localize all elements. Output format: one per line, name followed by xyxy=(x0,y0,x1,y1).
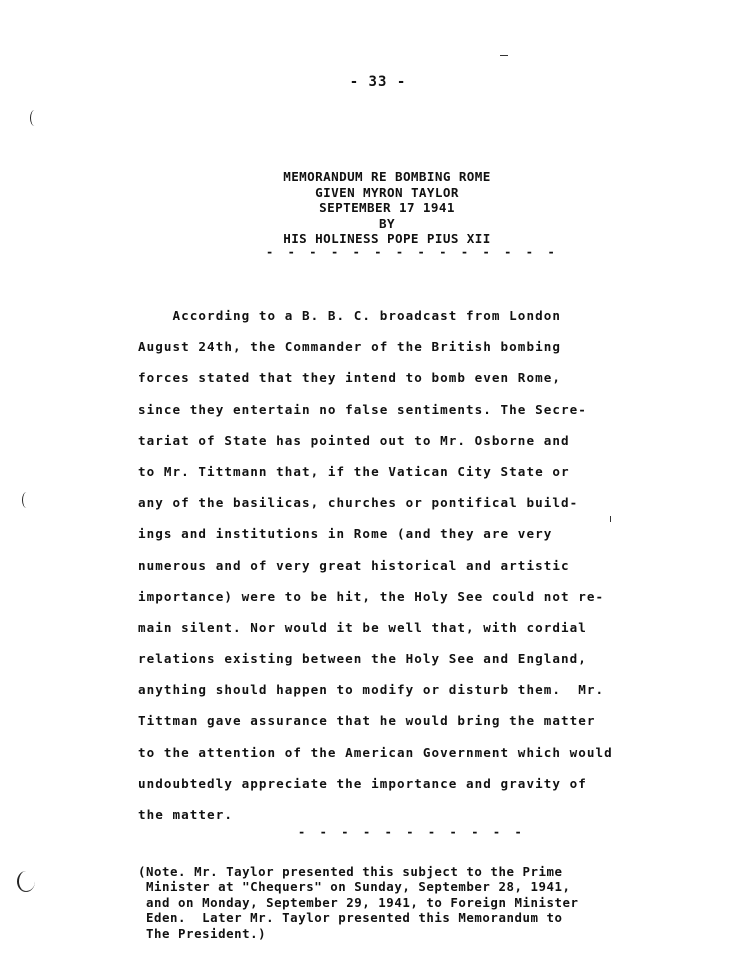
body-line: main silent. Nor would it be well that, with cordial xyxy=(138,619,587,635)
body-line: Tittman gave assurance that he would bring the matter xyxy=(138,713,596,729)
body-line: since they entertain no false sentiments. The Secre- xyxy=(138,401,587,417)
punch-hole-mark xyxy=(17,871,35,892)
end-divider: - - - - - - - - - - - xyxy=(298,825,526,839)
body-line: According to a B. B. C. broadcast from London xyxy=(138,308,561,323)
title-line: HIS HOLINESS POPE PIUS XII xyxy=(283,231,491,246)
body-line: ings and institutions in Rome (and they are very xyxy=(138,526,553,542)
note-line: Minister at "Chequers" on Sunday, September 28, 1941, xyxy=(138,879,571,895)
body-line: undoubtedly appreciate the importance and gravity of xyxy=(138,775,587,791)
title-line: MEMORANDUM RE BOMBING ROME xyxy=(283,169,491,184)
body-line: forces stated that they intend to bomb even Rome, xyxy=(138,370,561,386)
body-line: numerous and of very great historical and artistic xyxy=(138,557,570,573)
page-number: - 33 - xyxy=(349,74,407,90)
body-line: importance) were to be hit, the Holy See could not re- xyxy=(138,588,605,604)
body-line: relations existing between the Holy See and England, xyxy=(138,651,587,667)
title-line: SEPTEMBER 17 1941 xyxy=(319,200,455,215)
note-line: The President.) xyxy=(138,925,267,941)
body-line: to the attention of the American Government which would xyxy=(138,744,613,760)
body-line: August 24th, the Commander of the British bombing xyxy=(138,339,561,355)
note-paragraph xyxy=(138,864,658,941)
body-line: anything should happen to modify or disturb them. Mr. xyxy=(138,682,605,698)
body-line: the matter. xyxy=(138,807,233,822)
punch-hole-mark xyxy=(22,492,31,508)
punch-hole-mark xyxy=(30,110,39,126)
body-line: tariat of State has pointed out to Mr. Osborne and xyxy=(138,432,570,448)
title-line: GIVEN MYRON TAYLOR xyxy=(315,184,459,200)
note-line: Eden. Later Mr. Taylor presented this Memorandum to xyxy=(138,910,563,926)
memorandum-body xyxy=(138,306,658,836)
title-divider: - - - - - - - - - - - - - - xyxy=(266,245,559,259)
note-line: and on Monday, September 29, 1941, to Foreign Minister xyxy=(138,894,579,910)
scan-speck xyxy=(500,55,508,56)
memorandum-title xyxy=(262,169,512,247)
body-line: any of the basilicas, churches or pontifical build- xyxy=(138,495,579,511)
body-line: to Mr. Tittmann that, if the Vatican City State or xyxy=(138,463,570,479)
title-line: BY xyxy=(379,215,395,231)
note-line: (Note. Mr. Taylor presented this subject to the Prime xyxy=(138,864,563,879)
